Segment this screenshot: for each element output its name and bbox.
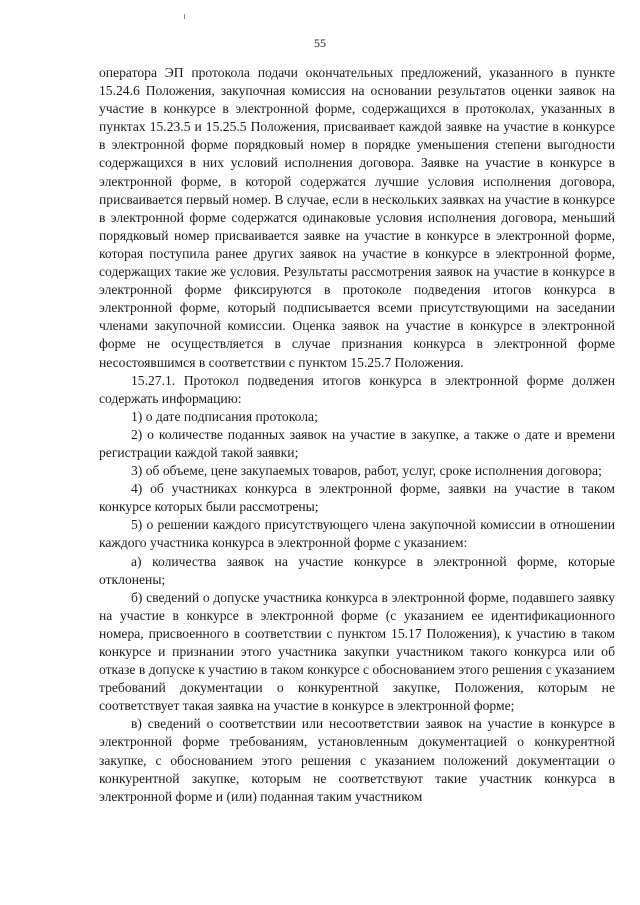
sub-item-v: в) сведений о соответствии или несоответствии заявок на участие в конкурсе в электронной форме требованиям, установленным документацией о конкурентной закупке, с обоснованием этого решения с указанием положений документации о конкурентной закупке, которым не соответствуют такие участник конкурса в электронной форме и (или) поданная таким участником [99, 716, 615, 804]
sub-item-a: а) количества заявок на участие конкурсе в электронной форме, которые отклонены; [99, 553, 615, 587]
list-item-4: 4) об участниках конкурса в электронной форме, заявки на участие в таком конкурсе которых были рассмотрены; [99, 481, 615, 515]
paragraph-continuation: оператора ЭП протокола подачи окончательных предложений, указанного в пункте 15.24.6 Положения, закупочная комиссия на основании результатов оценки заявок на участие в конкурсе в электронной форме, содержащихся в протоколах, указанных в пунктах 15.23.5 и 15.25.5 Положения, присваивает каждой заявке на участие в конкурсе в электронной форме порядковый номер в порядке уменьшения степени выгодности содержащихся в них условий исполнения договора. Заявке на участие в конкурсе в электронной форме, в которой содержатся лучшие условия исполнения договора, присваивается первый номер. В случае, если в нескольких заявках на участие в конкурсе в электронной форме содержатся одинаковые условия исполнения договора, меньший порядковый номер присваивается заявке на участие в конкурсе в электронной форме, которая поступила ранее других заявок на участие в конкурсе в электронной форме, содержащих такие же условия. Результаты рассмотрения заявок на участие в конкурсе в электронной форме фиксируются в протоколе подведения итогов конкурса в электронной форме, который подписывается всеми присутствующими на заседании членами закупочной комиссии. Оценка заявок на участие в конкурсе в электронной форме не осуществляется в случае признания конкурса в электронной форме несостоявшимся в соответствии с пунктом 15.25.7 Положения. [99, 65, 615, 370]
paragraph-15-27-1: 15.27.1. Протокол подведения итогов конкурса в электронной форме должен содержать информацию: [99, 372, 615, 406]
document-body [99, 64, 615, 806]
page-number: 55 [314, 36, 326, 50]
list-item-5: 5) о решении каждого присутствующего члена закупочной комиссии в отношении каждого участника конкурса в электронной форме с указанием: [99, 517, 615, 551]
list-item-1: 1) о дате подписания протокола; [131, 408, 318, 424]
list-item-2: 2) о количестве поданных заявок на участие в закупке, а также о дате и времени регистрации каждой такой заявки; [99, 426, 615, 460]
list-item-3: 3) об объеме, цене закупаемых товаров, работ, услуг, сроке исполнения договора; [131, 463, 602, 479]
scan-mark [184, 14, 185, 19]
sub-item-b: б) сведений о допуске участника конкурса в электронной форме, подавшего заявку на участие в конкурсе в электронной форме (с указанием ее идентификационного номера, присвоенного в соответствии с пунктом 15.17 Положения), к участию в таком конкурсе и признании этого участника закупки участником такого конкурса или об отказе в допуске к участию в таком конкурсе с обоснованием этого решения с указанием требований документации о конкурентной закупке, Положения, которым не соответствует такая заявка на участие в конкурсе в электронной форме; [99, 589, 615, 714]
